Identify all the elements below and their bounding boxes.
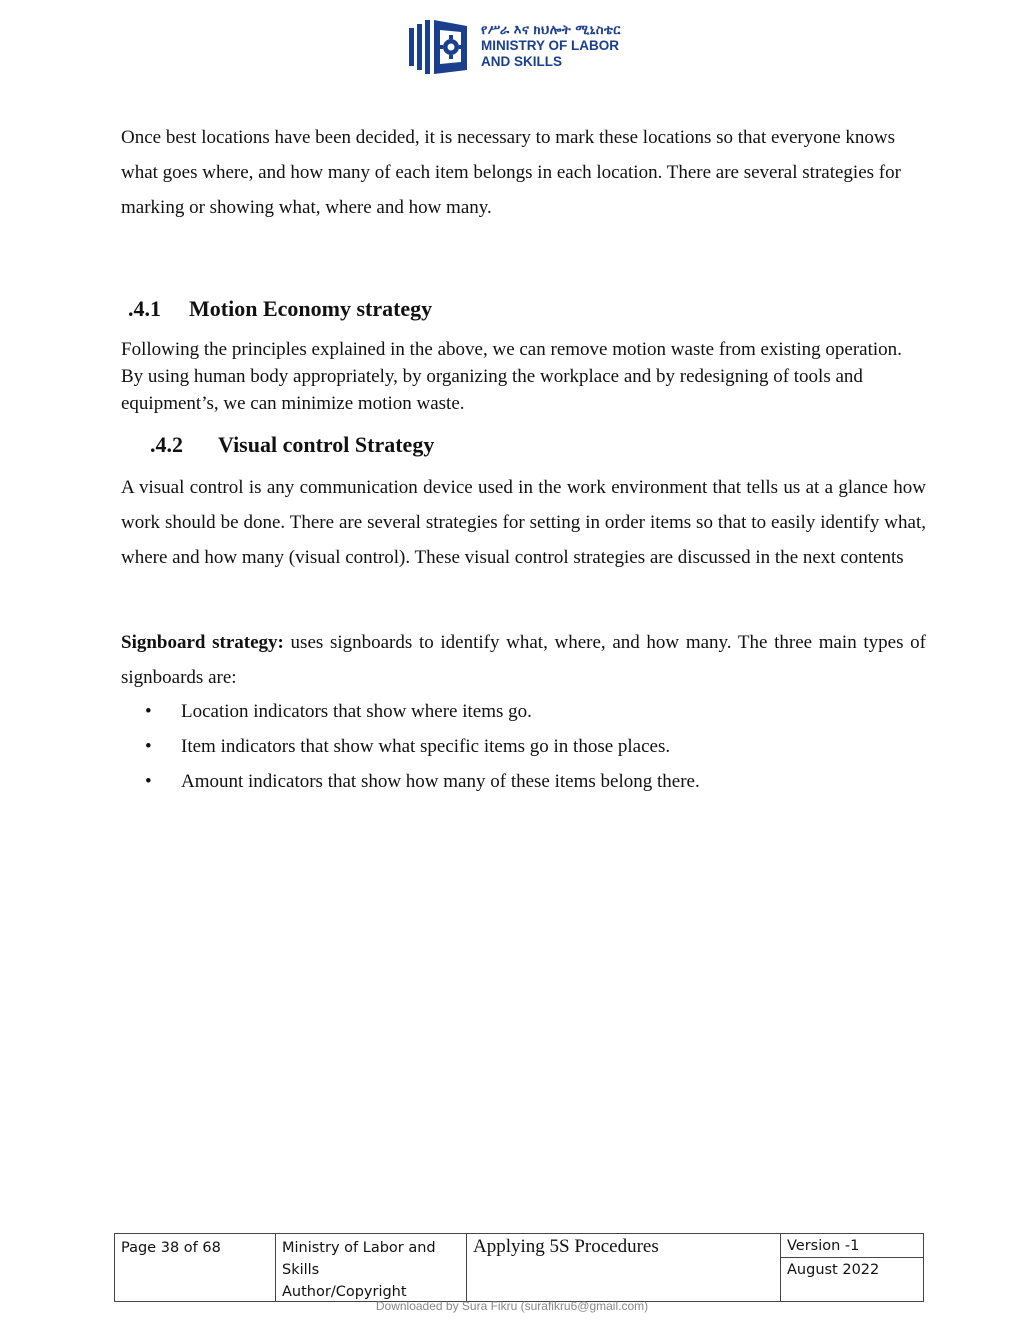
ministry-emblem-icon (407, 18, 469, 76)
org-line-3: Author/Copyright (282, 1284, 407, 1300)
visual-control-paragraph: A visual control is any communication device used in the work environment that tells us at a glance how work should be done. There are several strategies for setting in order items so that to easily identify what, where and how many (visual control). These visual control strategies are discussed in the next contents (121, 477, 926, 568)
bullet-icon: • (145, 701, 152, 722)
page-number: Page 38 of 68 (121, 1240, 221, 1256)
section-title: Visual control Strategy (218, 432, 435, 457)
version-label: Version -1 (781, 1234, 923, 1258)
logo-line-2: AND SKILLS (481, 54, 562, 69)
org-line-1: Ministry of Labor and (282, 1240, 436, 1256)
signboard-text: uses signboards to identify what, where, and how many. The three main types of signboards are: (121, 632, 926, 688)
logo-line-1: MINISTRY OF LABOR (481, 38, 619, 53)
motion-economy-paragraph: Following the principles explained in the above, we can remove motion waste from existing operation. By using human body appropriately, by organizing the workplace and by redesigning of tools and equipment’s, we can minimize motion waste. (121, 339, 902, 414)
bullet-icon: • (145, 736, 152, 757)
bullet-icon: • (145, 771, 152, 792)
ministry-logo (407, 18, 637, 78)
section-title: Motion Economy strategy (189, 296, 433, 321)
org-line-2: Skills (282, 1262, 320, 1278)
section-number: .4.2 (150, 432, 183, 457)
list-item: • Amount indicators that show how many of these items belong there. (145, 764, 700, 799)
list-item: • Item indicators that show what specific items go in those places. (145, 729, 700, 764)
download-note: Downloaded by Sura Fikru (surafikru6@gmail.com) (375, 1299, 649, 1313)
intro-paragraph: Once best locations have been decided, it is necessary to mark these locations so that everyone knows what goes where, and how many of each item belongs in each location. There are several strategies for marking or showing what, where and how many. (121, 127, 901, 218)
footer-page-cell (115, 1234, 276, 1301)
footer-version-cell (781, 1234, 923, 1301)
list-item: • Location indicators that show where items go. (145, 694, 700, 729)
signboard-types-list (145, 694, 700, 799)
footer-title-cell (467, 1234, 781, 1301)
footer-org-cell (276, 1234, 467, 1301)
version-date: August 2022 (787, 1262, 880, 1278)
logo-text (481, 22, 621, 70)
logo-amharic: የሥራ እና ክህሎት ሚኒስቴር (481, 22, 621, 37)
section-number: .4.1 (128, 296, 161, 321)
footer-table (114, 1233, 924, 1302)
section-heading-4-1 (128, 296, 432, 322)
document-title: Applying 5S Procedures (473, 1236, 659, 1257)
section-heading-4-2 (150, 432, 434, 458)
signboard-paragraph (121, 625, 926, 695)
signboard-label: Signboard strategy: (121, 632, 284, 653)
